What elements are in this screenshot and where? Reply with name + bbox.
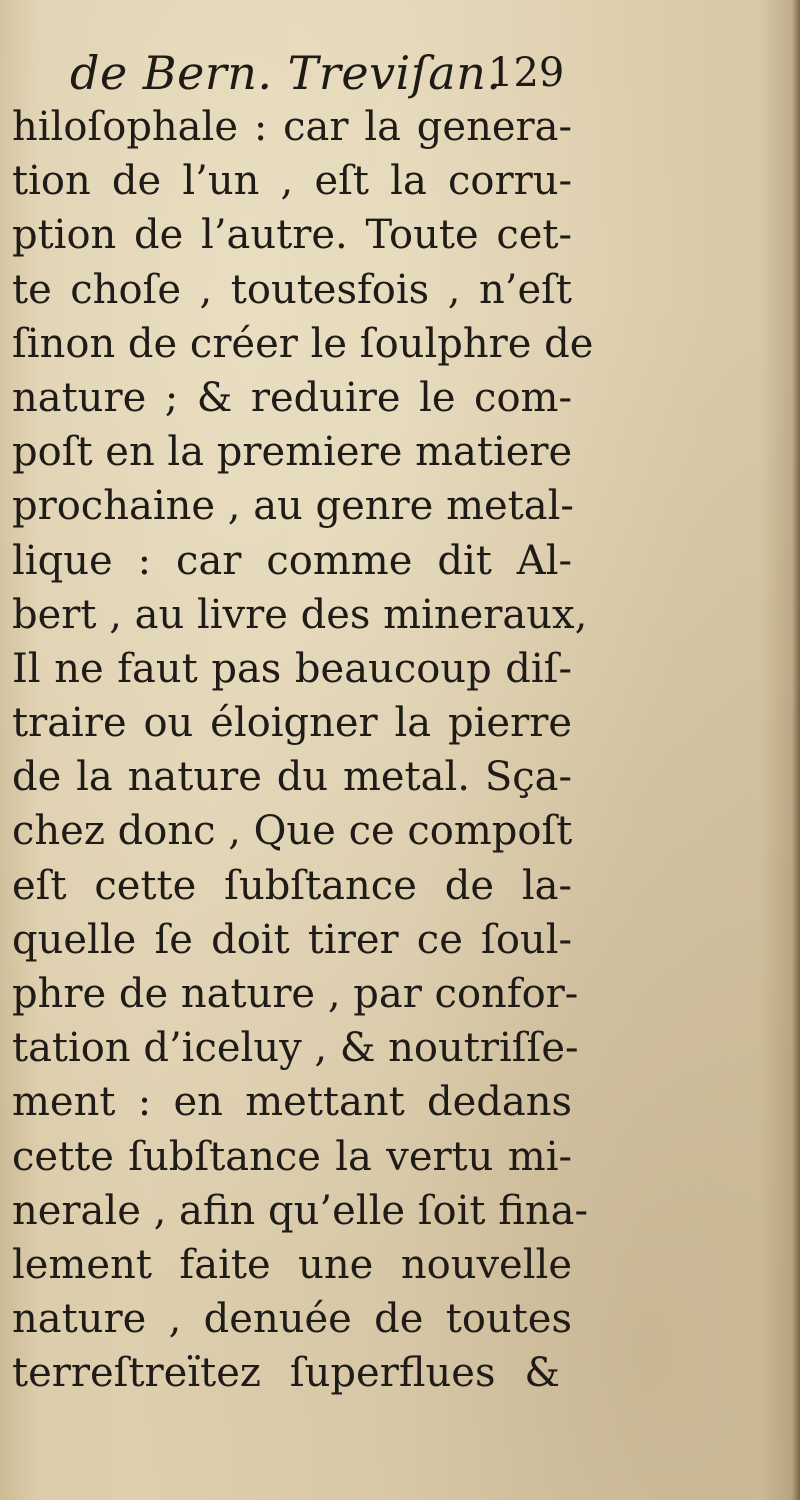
text-line: lement faite une nouvelle <box>12 1241 572 1288</box>
body-text <box>12 100 594 1401</box>
text-line: nerale , afin qu’elle ſoit fina- <box>12 1187 589 1234</box>
page-edge-shadow <box>792 0 800 1500</box>
running-title: de Bern. Treviſan. <box>70 46 502 100</box>
text-line: lique : car comme dit Al- <box>12 537 572 584</box>
text-line: Il ne faut pas beaucoup diſ- <box>12 645 572 692</box>
page-number: 129 <box>488 50 565 96</box>
text-line: nature , denuée de toutes <box>12 1296 572 1343</box>
text-line: cette ſubſtance la vertu mi- <box>12 1133 572 1180</box>
text-line: tion de l’un , eſt la corru- <box>12 158 572 205</box>
text-line: ment : en mettant dedans <box>12 1079 572 1126</box>
text-line: quelle ſe doit tirer ce ſoul- <box>12 916 572 963</box>
text-line: bert , au livre des mineraux, <box>12 591 588 638</box>
text-line: de la nature du metal. Sça- <box>12 754 572 801</box>
text-line: nature ; & reduire le com- <box>12 374 572 421</box>
page-header <box>70 46 570 106</box>
text-line: hiloſophale : car la genera- <box>12 104 572 150</box>
text-line: ption de l’autre. Toute cet- <box>12 212 572 259</box>
text-line: terreſtreïtez ſuperflues & <box>12 1350 560 1397</box>
text-line: eſt cette ſubſtance de la- <box>12 862 572 909</box>
text-line: te choſe , toutesfois , n’eſt <box>12 266 572 313</box>
text-line: poſt en la premiere matiere <box>12 429 573 476</box>
text-line: tation d’iceluy , & noutriſſe- <box>12 1025 579 1072</box>
text-line: traire ou éloigner la pierre <box>12 700 572 747</box>
text-line: prochaine , au genre metal- <box>12 483 574 530</box>
text-line: ſinon de créer le ſoulphre de <box>12 320 594 367</box>
text-line: phre de nature , par confor- <box>12 971 579 1017</box>
text-line: chez donc , Que ce compoſt <box>12 808 573 855</box>
